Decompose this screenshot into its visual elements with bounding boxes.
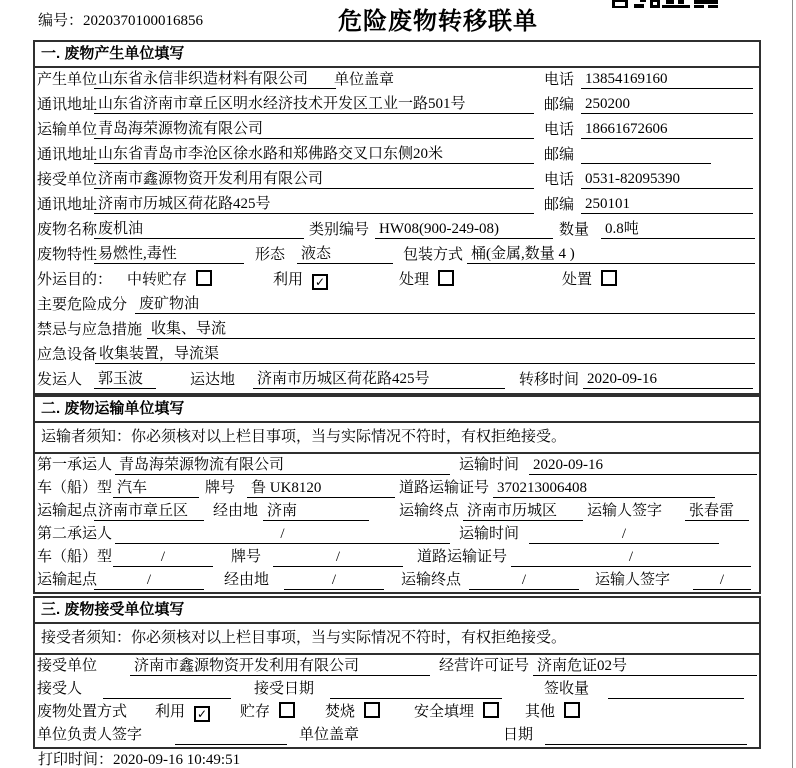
field-label: 邮编 — [544, 147, 575, 163]
print-time — [38, 748, 240, 768]
field-label: 运输终点 — [401, 572, 462, 588]
origin-2-value: / — [94, 571, 204, 590]
receiver-name-value: 济南市鑫源物资开发利用有限公司 — [94, 170, 534, 189]
waste-name-value: 废机油 — [94, 220, 304, 239]
field-label: 废物处置方式 — [37, 704, 128, 720]
via-2-value: / — [284, 571, 384, 590]
disposal-incinerate-checkbox — [364, 702, 380, 718]
form-row — [35, 523, 759, 546]
print-time-value: 2020-09-16 10:49:51 — [113, 752, 241, 768]
page-edge-line — [792, 0, 793, 768]
form-row — [35, 569, 759, 592]
field-label: 运输时间 — [459, 457, 520, 473]
purpose-dispose-checkbox — [601, 270, 617, 286]
field-label: 运输单位 — [37, 122, 98, 138]
transporter-postcode-value — [581, 145, 711, 164]
form-row — [35, 701, 759, 724]
document-number-value: 2020370100016856 — [83, 13, 204, 29]
field-label: 单位负责人签字 — [37, 727, 143, 743]
plate-number-1-value: 鲁 UK8120 — [247, 479, 395, 498]
carrier-signature-1-value: 张春雷 — [685, 502, 749, 521]
road-permit-2-value: / — [511, 548, 751, 567]
receiver-address-value: 济南市历城区荷花路425号 — [94, 195, 534, 214]
form-row — [35, 318, 759, 343]
form-row — [35, 477, 759, 500]
field-label: 车（船）型 — [37, 549, 113, 565]
packaging-method-value: 桶(金属,数量 4 ) — [467, 245, 755, 264]
field-label: 邮编 — [544, 197, 575, 213]
field-label: 电话 — [544, 122, 575, 138]
seal-date-value — [545, 726, 747, 745]
field-label: 牌号 — [231, 549, 262, 565]
producer-address-value: 山东省济南市章丘区明水经济技术开发区工业一路501号 — [94, 95, 534, 114]
disposal-storage-checkbox — [279, 702, 295, 718]
disposal-storage-group — [240, 701, 295, 724]
field-label: 道路运输证号 — [417, 549, 508, 565]
transport-date-1-value: 2020-09-16 — [529, 456, 757, 475]
form-row — [35, 454, 759, 477]
terminus-1-value: 济南市历城区 — [463, 502, 583, 521]
field-label: 接受人 — [37, 681, 83, 697]
emergency-equipment-value: 收集装置，导流渠 — [95, 345, 755, 364]
field-label: 经由地 — [224, 572, 270, 588]
transport-date-2-value: / — [529, 525, 719, 544]
received-quantity-value — [608, 680, 744, 699]
form-row — [35, 143, 759, 168]
disposal-landfill-label: 安全填埋 — [414, 704, 475, 720]
producer-postcode-value: 250200 — [581, 95, 753, 114]
form-row — [35, 293, 759, 318]
field-label: 牌号 — [205, 480, 236, 496]
disposal-utilize-checkbox: ✓ — [194, 706, 210, 722]
field-label: 发运人 — [37, 372, 83, 388]
disposal-landfill-checkbox — [483, 702, 499, 718]
form-row — [35, 655, 759, 678]
field-label: 经营许可证号 — [439, 658, 530, 674]
field-label: 应急设备 — [37, 347, 98, 363]
page-title: 危险废物转移联单 — [338, 8, 538, 35]
main-hazard-component-value: 废矿物油 — [135, 295, 755, 314]
field-label: 邮编 — [544, 97, 575, 113]
purpose-dispose-group — [562, 268, 617, 293]
field-label: 第二承运人 — [37, 526, 113, 542]
producer-name-value: 山东省永信非织造材料有限公司 — [94, 70, 336, 89]
purpose-transfer-storage-checkbox — [196, 270, 212, 286]
disposal-other-group — [525, 701, 580, 724]
transporter-address-value: 山东省青岛市李沧区徐水路和郑佛路交叉口东侧20米 — [94, 145, 534, 164]
form-row — [35, 546, 759, 569]
field-label: 运输起点 — [37, 572, 98, 588]
carrier-signature-2-value: / — [693, 571, 751, 590]
destination-value: 济南市历城区荷花路425号 — [253, 370, 505, 389]
receiver-person-value — [103, 680, 231, 699]
first-carrier-value: 青岛海荣源物流有限公司 — [115, 456, 450, 475]
field-label: 形态 — [255, 247, 286, 263]
waste-form-value: 液态 — [297, 245, 393, 264]
section-producer-title: 一. 废物产生单位填写 — [35, 42, 759, 68]
field-label: 第一承运人 — [37, 457, 113, 473]
road-permit-1-value: 370213006408 — [493, 479, 715, 498]
form-row — [35, 268, 759, 293]
field-label: 包装方式 — [403, 247, 464, 263]
origin-1-value: 济南市章丘区 — [94, 502, 204, 521]
disposal-incinerate-label: 焚烧 — [325, 704, 356, 720]
form-row — [35, 243, 759, 268]
waste-quantity-value: 0.8吨 — [601, 220, 755, 239]
field-label: 签收量 — [544, 681, 590, 697]
field-label: 电话 — [544, 172, 575, 188]
section-transporter — [33, 395, 761, 594]
section-notice: 接受者须知：你必须核对以上栏目事项，当与实际情况不符时，有权拒绝接受。 — [35, 624, 759, 655]
document-number-label: 编号： — [38, 13, 84, 29]
section-notice: 运输者须知：你必须核对以上栏目事项，当与实际情况不符时，有权拒绝接受。 — [35, 423, 759, 454]
field-label: 通讯地址 — [37, 147, 98, 163]
via-1-value: 济南 — [263, 502, 369, 521]
field-label: 运输人签字 — [595, 572, 671, 588]
form-row — [35, 343, 759, 368]
disposal-other-label: 其他 — [525, 704, 556, 720]
field-label: 废物名称 — [37, 222, 98, 238]
form-row — [35, 93, 759, 118]
print-time-label: 打印时间： — [38, 752, 114, 768]
field-label: 道路运输证号 — [399, 480, 490, 496]
purpose-dispose-label: 处置 — [562, 272, 593, 288]
field-label: 通讯地址 — [37, 97, 98, 113]
unit-seal-label: 单位盖章 — [299, 727, 360, 743]
receive-date-value — [330, 680, 502, 699]
form-row — [35, 678, 759, 701]
section-transporter-rows — [35, 423, 759, 592]
field-label: 日期 — [503, 727, 534, 743]
field-label: 禁忌与应急措施 — [37, 322, 143, 338]
field-label: 运输时间 — [459, 526, 520, 542]
field-label: 主要危险成分 — [37, 297, 128, 313]
field-label: 运输起点 — [37, 503, 98, 519]
section-transporter-title: 二. 废物运输单位填写 — [35, 397, 759, 423]
field-label: 数量 — [559, 222, 590, 238]
purpose-transfer-storage-group — [127, 268, 212, 293]
producer-phone-value: 13854169160 — [581, 70, 753, 89]
terminus-2-value: / — [469, 571, 579, 590]
form-row — [35, 118, 759, 143]
form-row — [35, 68, 759, 93]
disposal-other-checkbox — [564, 702, 580, 718]
section-receiver — [33, 596, 761, 749]
waste-category-code-value: HW08(900-249-08) — [375, 220, 553, 239]
disposal-storage-label: 贮存 — [240, 704, 271, 720]
transfer-date-value: 2020-09-16 — [583, 370, 753, 389]
field-label: 运输终点 — [399, 503, 460, 519]
field-label: 接受单位 — [37, 172, 98, 188]
disposal-landfill-group — [414, 701, 499, 724]
field-label: 电话 — [544, 72, 575, 88]
purpose-utilize-group — [273, 268, 328, 293]
field-label: 外运目的： — [37, 272, 113, 288]
purpose-utilize-checkbox: ✓ — [312, 274, 328, 290]
vehicle-type-2-value: / — [113, 548, 213, 567]
second-carrier-value: / — [115, 525, 450, 544]
disposal-utilize-label: 利用 — [155, 704, 186, 720]
purpose-transfer-storage-label: 中转贮存 — [127, 272, 188, 288]
transporter-phone-value: 18661672606 — [581, 120, 753, 139]
form-row — [35, 500, 759, 523]
transporter-name-value: 青岛海荣源物流有限公司 — [94, 120, 534, 139]
purpose-treat-group — [399, 268, 454, 293]
plate-number-2-value: / — [273, 548, 403, 567]
field-label: 接受日期 — [254, 681, 315, 697]
field-label: 接受单位 — [37, 658, 98, 674]
field-label: 通讯地址 — [37, 197, 98, 213]
disposal-utilize-group — [155, 701, 210, 724]
emergency-measures-value: 收集、导流 — [147, 320, 755, 339]
responsible-signature-value — [175, 726, 287, 745]
license-number-value: 济南危证02号 — [533, 657, 757, 676]
field-label: 废物特性 — [37, 247, 98, 263]
form-row — [35, 168, 759, 193]
form-row — [35, 724, 759, 747]
unit-seal-label: 单位盖章 — [334, 72, 395, 88]
purpose-utilize-label: 利用 — [273, 272, 304, 288]
field-label: 转移时间 — [519, 372, 580, 388]
field-label: 运达地 — [190, 372, 236, 388]
field-label: 经由地 — [213, 503, 259, 519]
form-row — [35, 368, 759, 393]
disposal-incinerate-group — [325, 701, 380, 724]
field-label: 产生单位 — [37, 72, 98, 88]
purpose-treat-label: 处理 — [399, 272, 430, 288]
receiver-phone-value: 0531-82095390 — [581, 170, 753, 189]
receiving-unit-value: 济南市鑫源物资开发利用有限公司 — [130, 657, 430, 676]
waste-characteristics-value: 易燃性,毒性 — [94, 245, 244, 264]
section-receiver-rows — [35, 624, 759, 747]
field-label: 类别编号 — [309, 222, 370, 238]
purpose-treat-checkbox — [438, 270, 454, 286]
section-producer — [33, 40, 761, 395]
vehicle-type-1-value: 汽车 — [113, 479, 199, 498]
consignor-value: 郭玉波 — [94, 370, 156, 389]
receiver-postcode-value: 250101 — [581, 195, 753, 214]
form-row — [35, 193, 759, 218]
section-receiver-title: 三. 废物接受单位填写 — [35, 598, 759, 624]
form-row — [35, 218, 759, 243]
field-label: 运输人签字 — [587, 503, 663, 519]
section-producer-rows — [35, 68, 759, 393]
field-label: 车（船）型 — [37, 480, 113, 496]
